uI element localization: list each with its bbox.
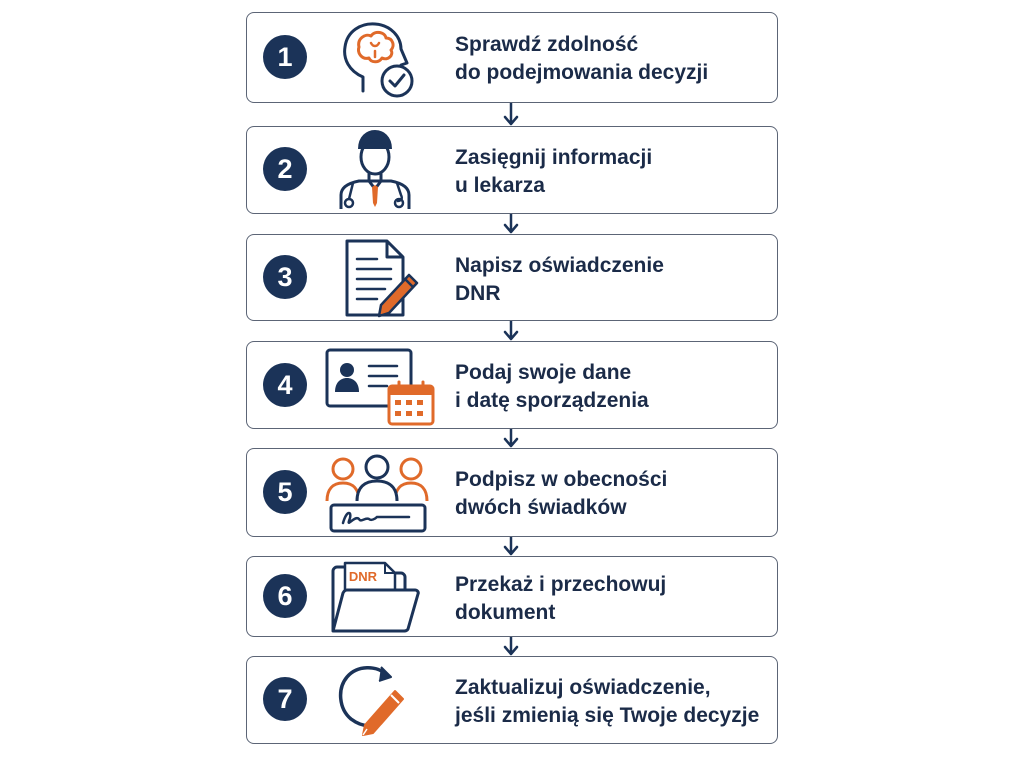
arrow-down-icon [501,103,521,126]
arrow-down-icon [501,214,521,234]
step-label-line1: Przekaż i przechowuj [455,573,667,596]
step-number-badge: 2 [263,147,307,191]
step-6 [246,556,778,637]
step-label-line2: dwóch świadków [455,496,627,519]
step-label [455,674,769,730]
head-brain-check-icon [325,19,425,99]
step-label-line1: Podpisz w obecności [455,468,668,491]
step-label-line1: Napisz oświadczenie [455,254,664,277]
step-3 [246,234,778,321]
update-pencil-icon [325,661,425,741]
step-label [455,359,769,415]
folder-dnr-icon-text: DNR [348,569,378,584]
step-label-line1: Zaktualizuj oświadczenie, [455,676,711,699]
step-label-line1: Zasięgnij informacji [455,146,653,169]
step-1 [246,12,778,103]
step-number-badge: 4 [263,363,307,407]
step-number-badge: 1 [263,35,307,79]
step-label [455,466,769,522]
witnesses-signature-icon [325,453,435,535]
step-label-line2: i datę sporządzenia [455,389,649,412]
step-label-line2: dokument [455,601,556,624]
arrow-down-icon [501,429,521,448]
arrow-down-icon [501,637,521,656]
doctor-icon [325,129,425,213]
step-label-line2: jeśli zmienią się Twoje decyzje [455,704,760,727]
step-label-line2: do podejmowania decyzji [455,61,709,84]
step-7 [246,656,778,744]
step-4 [246,341,778,429]
step-label [455,252,769,308]
step-number-badge: 5 [263,470,307,514]
step-number-badge: 7 [263,677,307,721]
folder-dnr-icon [325,559,425,635]
step-label-line2: DNR [455,282,501,305]
step-2 [246,126,778,214]
step-5 [246,448,778,537]
document-pencil-icon [325,239,425,319]
step-label-line1: Podaj swoje dane [455,361,632,384]
id-card-calendar-icon [325,346,437,426]
step-label-line1: Sprawdź zdolność [455,33,639,56]
step-label [455,571,769,627]
step-label [455,144,769,200]
arrow-down-icon [501,321,521,341]
step-label-line2: u lekarza [455,174,545,197]
step-label [455,31,769,87]
step-number-badge: 6 [263,574,307,618]
step-number-badge: 3 [263,255,307,299]
arrow-down-icon [501,537,521,556]
